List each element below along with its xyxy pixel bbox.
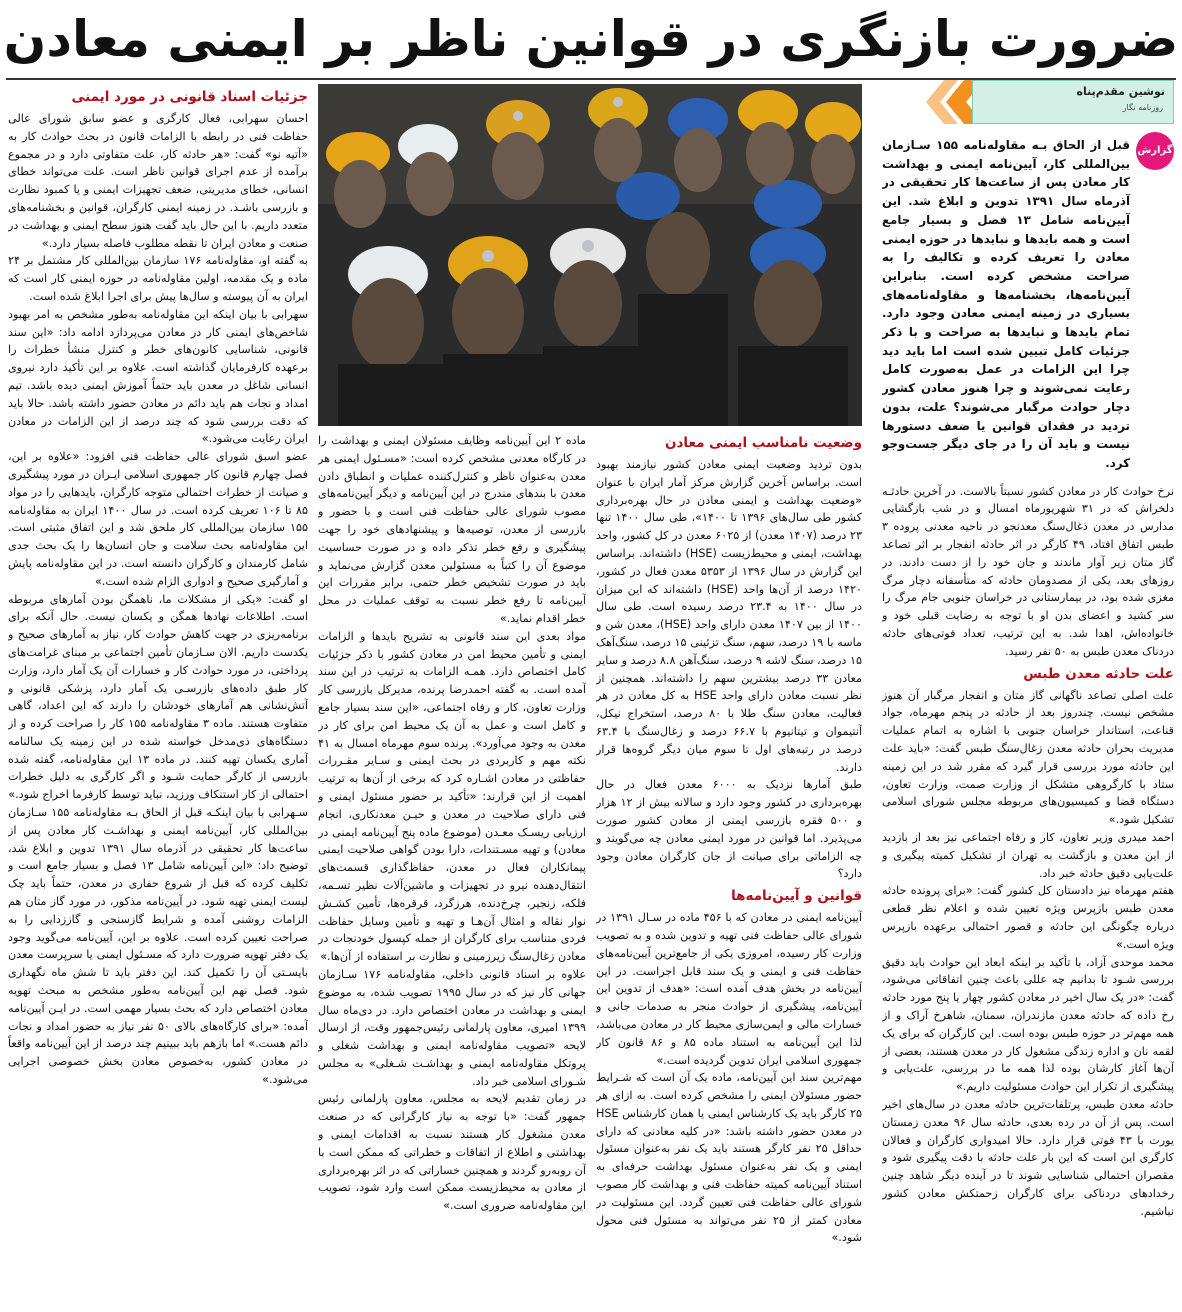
paragraph: مواد بعدی این سند قانونی به تشریح بایدها و الزامات ایمنی و تأمین محیط امن در معادن کشور با ذکر جزئیات کامل اختصاص دارد. همـه الزامات به ترتیب در این سند آمده است. به گفته احمدرضا پرنده، مدیرکل بازرسی کار وزارت تعاون، کار و رفاه اجتماعی، «این سند بسیار جامع و کامل است و عمل به آن یک محیط امن برای کار در معدن به وجود می‌آورد». پرنده سوم مهرماه امسال به ۴۱ نکته مهم و کاربردی در بحث ایمنی و سـایر مقـررات حفاظتی در معادن اشـاره کرد که برخی از آن‌ها به ترتیب اهمیت از این قرارند: «تأکید بر حضور مسئول ایمنی و فنی دارای صلاحیت در معدن و حیـن معدنکاری، انجام ارزیابی ریسـک معـدن (موضوع ماده پنج آیین‌نامه ایمنی در معادن) و تهیه مسـتندات، دارا بودن گواهی صلاحیت ایمنی پیمانکاران فعال در معدن، حفاظ‌گذاری قسمت‌های انتقال‌دهنده نیرو در تجهیزات و ماشین‌آلات نظیر تسـمه، فلکه، زنجیر، چرخ‌دنده، هرزگرد، قرقره‌ها، تأمین کشـش نوار نقاله و امثال آن‌هـا و تهیه و تأمین وسایل حفاظت فردی متناسب برای کارگران از جمله کپسول خودنجات در معادن زغال‌سنگ زیرزمینی و نظارت بر استفاده از آن‌ها.»	[318, 629, 586, 964]
paragraph: سهرابی با بیان اینکه این مقاوله‌نامه به‌طور مشخص به امر بهبود شاخص‌های ایمنی کار در معادن می‌پردازد ادامه داد: «این سند قانونی، شناسایی کانون‌های خطر و کنترل منشأ خطرات را برعهده کارفرمایان گذاشته است. علاوه بر این تأکید دارد نیروی انسانی شاغل در معدن باید حتماً آموزش ایمنی دیده باشد. تیم امداد و نجات هم باید دائم در معادن حضور داشته باشد. حالا باید که دقت بررسی شود که چند درصد از این الزامات در معادن ایران رعایت می‌شود.»	[8, 307, 308, 446]
paragraph: بدون تردید وضعیت ایمنی معادن کشور نیازمند بهبود است. براساس آخرین گزارش مرکز آمار ایران با عنوان «وضعیت بهداشت و ایمنی معادن در حال بهره‌برداری کشور طی سال‌های ۱۳۹۶ تا ۱۴۰۰»، طی سال ۱۴۰۰ تنها ۲۳ درصد (۱۴۰۷ معدن) از ۶۰۲۵ معدن در کل کشور، واحد بهداشت، ایمنی و محیط‌زیست (HSE) داشته‌اند. براساس این گزارش در سال ۱۳۹۶ از ۵۳۵۳ معدن فعال در کشور، ۱۴۲۰ درصد از آن‌ها واحد (HSE) داشته‌اند که این میزان در سال ۱۴۰۰ به ۲۳.۴ درصد رسیده است. طی سال ۱۴۰۰ از بین ۱۴۰۷ معدن دارای واحد (HSE)، معدن شن و ماسه با ۱۹ درصد، سهم، سنگ تزئینی ۱۵ درصد، سنگ‌آهک ۱۵ درصد، سنگ لاشه ۹ درصد، سنگ‌آهن ۸.۸ درصد و سایر معادن ۳۳ درصد بیشترین سهم را داشته‌اند. همچنین از نظر نسبت معادن دارای واحد HSE به کل معادن در هر فعالیت، معادن سنگ طلا با ۸۰ درصد، استخراج نیکل، آنتیموان و تیتانیوم با ۶۶.۷ درصد و زغال‌سنگ با ۶۳.۴ درصد در رتبه‌های اول تا سوم میان دیگر گروه‌ها قرار دارند.	[596, 458, 862, 774]
paragraph: عضو اسبق شورای عالی حفاظت فنی افزود: «علاوه بر این، فصل چهارم قانون کار جمهوری اسلامی ایـران در مورد پیشگیری و صیانت از خطرات احتمالی متوجه کارگران، بایدهایی را در مواد ۸۵ تا ۱۰۶ تعریف کرده است. در سال ۱۴۰۰ ایران به مقاوله‌نامه ۱۵۵ سازمان بین‌المللی کار ملحق شد و این اتفاق مثبتی است. این مقاوله‌نامه بحث سلامت و جان انسان‌ها را یک بحث جدی شامل کارمندان و کارگران دانسته است. در این مقاوله‌نامه پایش و آمارگیری صحیح و ادواری الزام شده است.»	[8, 450, 308, 588]
paragraph: نرخ حوادث کار در معادن کشور نسبتاً بالاست. در آخرین حادثـه دلخراش که در ۳۱ شهریورماه امسال و در شب بازگشایی مدارس در معدن ذغال‌سنگ معدنجو در ناحیه معدنی پروده ۳ طبس اتفاق افتاد، ۴۹ کارگر در اثر حادثه انفجار بر اثر تصاعد گاز متان زیر آوار ماندند و جان خود را از دست دادند. در روزهای بعد، یکی از مصدومان حادثه که متأسفانه دچار مرگ مغزی شده بود، در بیمارستانی در خراسان جنوبی جام مرگ را سر کشید و اعضای بدن او با توجه به رضایت قبلی خود و خانواده‌اش، اهدا شد. به این ترتیب، تعداد فوتی‌های حادثه دردناک معدن طبس به ۵۰ نفر رسید.	[882, 484, 1174, 658]
paragraph: احمد میدری وزیر تعاون، کار و رفاه اجتماعی نیز بعد از بازدید از این معدن و بازگشت به تهران از تشکیل کمیته پیگیری و علت‌یابی دقیق حادثه خبر داد.	[882, 831, 1174, 880]
report-badge: گزارش	[1136, 132, 1174, 170]
author-card	[972, 80, 1174, 124]
paragraph: او گفت: «یکی از مشکلات ما، ناهمگن بودن آمارهای مربوطه است. اطلاعات نهادها همگن و یکسان نیست. حال آنکه برای برنامه‌ریزی در جهت کاهش حوادث کار، نیاز به آمارهای صحیح و یکدست داریم. الان سـازمان تأمین اجتماعی بر مبنای غرامت‌های پرداختی، در مورد حوادث کار و خسارات آن یک آمار دارد، وزارت کار طبق داده‌های بازرسـی یک آمار دارد، پزشکی قانونی و آتش‌نشانی هم آمارهای خودشان را دارند که این اعداد، گاهی متفاوت هستند. ماده ۳ مقاوله‌نامه ۱۵۵ کار را صراحت کرده و از دستگاه‌های ذی‌مدخل خواسته شده در این زمینه یک سالنامه آماری یکسان تهیه کنند. در ماده ۱۳ این مقاوله‌نامه، گفته شده بازرسی از کارگر حمایت شـود و اگر کارگری به دلیل خطرات احتمالی از کار استنکاف ورزید، نباید توسط کارفرما اخراج شود.»	[8, 592, 308, 802]
paragraph: احسان سهرابی، فعال کارگری و عضو سابق شورای عالی حفاظت فنی در رابطه با الزامات قانون در بحث حوادث کار به «آتیه نو» گفت: «هر حادثه کار، علت متفاوتی دارد و در مجموع برآمده از عدم اجرای قوانین ناظر است. علت می‌تواند خطای انسانی، خطای مدیریتی، ضعف تجهیزات ایمنی و یا کمبود نظارت و بازرسی باشـد. در زمینه ایمنی کارگران، قوانین و بخشنامه‌های متعدد داریم. با این حال باید گفت هنوز سطح ایمنی و بهداشت در صنعت و معادن ایران تا نقطه مطلوب فاصله بسیار دارد.»	[8, 112, 308, 250]
column-1	[882, 136, 1174, 1306]
paragraph: علاوه بر اسناد قانونی داخلی، مقاوله‌نامه ۱۷۶ سـازمان جهانی کار نیز که در سال ۱۹۹۵ تصویب شده، به موضوع ایمنی و بهداشت در معادن اختصاص دارد. در دی‌ماه سال ۱۳۹۹ امیری، معاون پارلمانی رئیس‌جمهور وقت، از ارسال لایحه «تصویب مقاوله‌نامه ایمنی و بهداشت شغلی و پروتکل مقاوله‌نامه ایمنی و بهداشـت شـغلی» به مجلس شـورای اسلامی خبر داد.	[318, 967, 586, 1088]
paragraph: علت اصلی تصاعد ناگهانی گاز متان و انفجار مرگبار آن هنوز مشخص نیست. چندروز بعد از حادثه در پنجم مهرماه، جواد قناعت، استاندار خراسان جنوبی با اشاره به اتمام عملیات مدیریت بحران حادثه معدن زغال‌سنگ طبس گفت: «باید علت این حادثه مورد بررسی قرار گیرد که مقرر شد در این زمینه ستاد با کارگروهی متشکل از وزارت صمت، وزارت تعاون، دستگاه قضا و کمیسیون‌های مربوطه مجلس شورای اسلامی تشکیل شود.»	[882, 688, 1174, 827]
paragraph: به گفته او، مقاوله‌نامه ۱۷۶ سازمان بین‌المللی کار مشتمل بر ۲۴ ماده و یک مقدمه، اولین مقاوله‌نامه در حوزه ایمنی کار است که ایران به آن پیوسته و سال‌ها پیش برای اجرا ابلاغ شده است.	[8, 254, 308, 303]
paragraph: آیین‌نامه ایمنی در معادن که با ۴۵۶ ماده در سـال ۱۳۹۱ در شورای عالی حفاظت فنی تهیه و تدوین شده و به تصویب وزارت کار رسیده، امروزی یکی از جامع‌ترین آیین‌نامه‌های حفاظت فنی و ایمنی و یک سند قابل اجراست. در این آیین‌نامه در بخش هدف آمده است: «هدف از تدوین این آیین‌نامه، پیشگیری از حوادث منجر به صدمات جانی و خسارات مالی و ایمن‌سازی محیط کار در معادن می‌باشد، لذا این آیین‌نامه به استناد ماده ۸۵ و ۸۶ قانون کار جمهوری اسلامی ایران تدوین گردیده است.»	[596, 911, 862, 1067]
author-role: روزنامه نگار	[1122, 103, 1163, 112]
paragraph: در زمان تقدیم لایحه به مجلس، معاون پارلمانی رئیس جمهور گفت: «با توجه به نیاز کارگرانی که در صنعت معدن مشغول کار هستند نسبت به اقدامات ایمنی و بهداشتی و اطلاع از اتفاقات و خطراتی که ممکن است با آن روبه‌رو گردند و همچنین خساراتی که در اثر بهره‌برداری از معادن به محیط‌زیست ممکن است وارد شود، تصویب این مقاوله‌نامه ضروری است.»	[318, 1092, 586, 1213]
author-box	[926, 80, 1174, 124]
paragraph: هفتم مهرماه نیز دادستان کل کشور گفت: «برای پرونده حادثه معدن طبس بازپرس ویژه تعیین شده و اعلام نظر قطعی درباره چگونگی این حادثه و قصور احتمالی برعهده بازپرس ویژه است.»	[882, 884, 1174, 951]
column-3	[318, 432, 586, 1306]
subheading: قوانین و آیین‌نامه‌ها	[731, 888, 862, 905]
column-4	[8, 84, 308, 1306]
lead-paragraph: قبل از الحاق بـه مقاوله‌نامه ۱۵۵ سـازمان بین‌المللی کار، آیین‌نامه ایمنی و بهداشت کار معادن پس از ساعت‌ها کار تحقیقی در آذرماه سال ۱۳۹۱ تدوین و ابلاغ شد. این آیین‌نامه شامل ۱۳ فصل و بسیار جامع است و همه بایدها و نبایدها در حوزه ایمنی معادن را تعریف کرده و تکالیف را به صراحت مشخص کرده است. بنابراین آیین‌نامه‌ها، بخشنامه‌ها و مقاوله‌نامه‌های بسیاری در زمینه ایمنی معادن وجود دارد. تمام بایدها و نبایدها به صراحت و با ذکر جزئیات کامل تبیین شده است اما باید دید چرا این الزامات در عمل به‌صورت کامل رعایت نمی‌شوند و چرا هنوز معادن کشور دچار حوادث مرگبار می‌شوند؟ علت، بدون تردید در فقدان قوانین یا ضعف دستورها نیست و باید آن را در جای دیگر جست‌وجو کرد.	[882, 138, 1131, 470]
paragraph: مهم‌ترین سند این آیین‌نامه، ماده یک آن است که شـرایط حضور مسئولان ایمنی را مشخص کرده است. به ازای هر ۲۵ کارگر باید یک کارشناس ایمنی یا همان کارشناس HSE در معدن حضور داشته باشد: «در کلیه معادنی که دارای حداقل ۲۵ نفر کارگر هستند باید یک نفر به‌عنوان مسئول ایمنی و یک نفر به‌عنوان مسئول بهداشت حرفه‌ای به استناد آیین‌نامه کمیته حفاظت فنی و بهداشت کار مصوب شورای عالی حفاظت فنی تعیین گردد. این مسئولیت در معادن کمتر از ۲۵ نفر می‌تواند به مسئول فنی محول شود.»	[596, 1071, 862, 1245]
column-2	[596, 430, 862, 1306]
paragraph: محمد موحدی آزاد، با تأکید بر اینکه ابعاد این حوادث باید دقیق بررسی شـود تا بدانیم چه عللی باعث چنین اتفاقاتی می‌شود، گفت: «در یک سال اخیر در معادن کشور چهار یا پنج مورد حادثه رخ داده که حادثه معدن مازندران، سمنان، شاهرخ آراک و از همه مهم‌تر در حوزه طبس بوده است. این کارگران که برای یک لقمه نان و اداره زندگی مشغول کار در معدن هستند، بعضی از آن‌ها آغاز کارشان بوده لذا همه ما در بررسی، علت‌یابی و پیشگیری از تکرار این حوادث مسئولیت داریم.»	[882, 955, 1174, 1094]
paragraph: طبق آمارها نزدیک به ۶۰۰۰ معدن فعال در حال بهره‌برداری در کشور وجود دارد و سالانه بیش از ۱۲ هزار و ۵۰۰ فقره بازرسی ایمنی از معادن کشور صورت می‌پذیرد. اما قوانین در مورد ایمنی معادن چه می‌گویند و چه الزاماتی برای صیانت از جان کارگران معادن وجود دارد؟	[596, 778, 862, 881]
miners-illustration	[318, 84, 862, 426]
subheading: علت حادثه معدن طبس	[1023, 665, 1174, 682]
paragraph: حادثه معدن طبس، پرتلفات‌ترین حادثه معدن در سال‌های اخیر است. پس از آن در رده بعدی، حادثه سال ۹۶ معدن زمستان یورت با ۴۳ فوتی قرار دارد. حالا امیدواری کارگران و فعالان کارگری این است که این بار علت حادثه با دقت پیگیری شود و مقصران احتمالی شناسایی شوند تا در آینده دیگر شاهد چنین رخدادهای دردناکی برای کارگران زحمتکش معادن کشور نباشیم.	[882, 1097, 1174, 1218]
paragraph: سـهرابی با بیان اینکـه قبل از الحاق بـه مقاوله‌نامه ۱۵۵ سـازمان بین‌المللی کار، آیین‌نامه ایمنی و بهداشـت کار معادن پس از ساعت‌ها کار تحقیقی در آذرماه سال ۱۳۹۱ تدوین و ابلاغ شد، توضیح داد: «این آیین‌نامه شامل ۱۳ فصل و بسیار جامع است و تکلیف کرده که قبل از شروع حفاری در معدن، حتماً باید چک لیست ایمنی تهیه شود. در آیین‌نامه مذکور، در مورد گاز متان هم الزامات روشنی آمده و شرایط گازسنجی و گاززدایی را به صراحت تعیین کرده است. علاوه بر این، آیین‌نامه می‌گوید وجود یک دفتر تهویه ضرورت دارد که مسـئول ایمنی یا سرپرست معدن بایسـتی آن را تکمیل کند. این دفتر باید تا شش ماه نگهداری شود. فصل نهم این آیین‌نامه به‌طور مشخص به مبحث تهویه معادن اختصاص دارد که بحث بسیار مهمی است. در ایـن آیین‌نامه آمده: «برای کارگاه‌های بالای ۵۰ نفر نیاز به حضور امداد و نجات دائم هست.» اما بازهم باید ببینیم چند درصد از این آیین‌نامه واقعاً در معادن کشور، به‌خصوص معادن بخش خصوصی اجرایی می‌شود.»	[8, 806, 308, 1087]
paragraph: ماده ۲ این آیین‌نامه وظایف مسئولان ایمنی و بهداشت را در کارگاه معدنی مشخص کرده است: «مسـئول ایمنی هر معدن به‌عنوان ناظر و کنترل‌کننده عملیات و انطباق دادن معدن با بندهای مندرج در این آیین‌نامه و دیگر آیین‌نامه‌های مصوب شورای عالی حفاظت فنی است و با حضور و بازرسی از معدن، توصیه‌ها و پیشنهادهای خود را جهت پیشگیری و رفع خطر تذکر داده و در صورت حساسیت موضوع آن را کتباً به مسئولین معدن گزارش می‌نماید و باید در صورت تشخیص خطر حتمی، برابر مقررات این آیین‌نامه تا رفع خطر نسبت به توقف عملیات در محل خطر اقدام نماید.»	[318, 434, 586, 625]
headline: ضرورت بازنگری در قوانین ناظر بر ایمنی معادن	[3, 10, 1179, 68]
author-name: نوشین مقدم‌پناه	[1076, 85, 1165, 98]
miners-photo	[318, 84, 862, 426]
subheading: وضعیت نامناسب ایمنی معادن	[664, 435, 862, 451]
subheading: جزئیات اسناد قانونی در مورد ایمنی	[71, 89, 308, 105]
